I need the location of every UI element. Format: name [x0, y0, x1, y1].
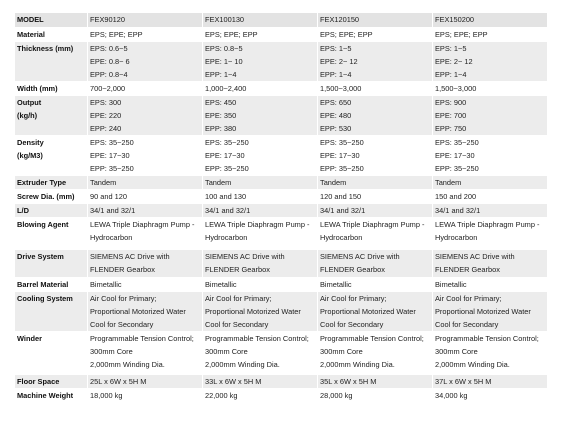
- spec-value-cell: [88, 42, 203, 82]
- spec-value-cell-line: Tandem: [320, 178, 347, 187]
- spec-value-cell: [88, 96, 203, 136]
- spec-value-cell-line: EPP: 380: [205, 124, 237, 133]
- spec-value-cell-line: Cool for Secondary: [320, 320, 384, 329]
- spec-value-cell: [433, 190, 548, 204]
- spec-value-cell: [318, 42, 433, 82]
- model-header-cell: FEX150200: [433, 13, 548, 28]
- spec-value-cell-line: Hydrocarbon: [320, 233, 363, 242]
- table-row: [15, 136, 548, 176]
- spec-value-cell: [318, 389, 433, 403]
- table-row: [15, 204, 548, 218]
- row-label-cell-line: Floor Space: [17, 377, 60, 386]
- spec-value-cell-line: EPE: 480: [320, 111, 352, 120]
- spec-value-cell: [88, 82, 203, 96]
- specification-table: [14, 12, 548, 403]
- spec-value-cell: [88, 278, 203, 292]
- spec-value-cell: [88, 332, 203, 375]
- spec-value-cell-line: Proportional Motorized Water: [435, 307, 531, 316]
- spec-value-cell-line: 1,500~3,000: [435, 84, 477, 93]
- spec-value-cell: [318, 204, 433, 218]
- spec-value-cell: [203, 332, 318, 375]
- spec-value-cell-line: EPP: 1~4: [320, 70, 352, 79]
- spec-value-cell-line: EPP: 0.8~4: [90, 70, 128, 79]
- spec-value-cell: [433, 389, 548, 403]
- spec-value-cell-line: 25L x 6W x 5H M: [90, 377, 147, 386]
- spec-value-cell: [203, 218, 318, 250]
- spec-value-cell-line: 1,000~2,400: [205, 84, 247, 93]
- spec-value-cell-line: EPP: 35~250: [205, 164, 249, 173]
- spec-value-cell-line: 34/1 and 32/1: [90, 206, 136, 215]
- model-header-cell: FEX100130: [203, 13, 318, 28]
- spec-value-cell-line: Air Cool for Primary;: [90, 294, 157, 303]
- spec-value-cell-line: 34,000 kg: [435, 391, 468, 400]
- table-row: [15, 389, 548, 403]
- spec-value-cell: [203, 42, 318, 82]
- row-label-cell: [15, 204, 88, 218]
- spec-value-cell: [203, 190, 318, 204]
- row-label-cell: [15, 82, 88, 96]
- spec-value-cell: [203, 28, 318, 42]
- spec-value-cell-line: Tandem: [90, 178, 117, 187]
- spec-value-cell-line: EPE: 350: [205, 111, 237, 120]
- spec-value-cell-line: 35L x 6W x 5H M: [320, 377, 377, 386]
- spec-value-cell-line: 2,000mm Winding Dia.: [90, 360, 165, 369]
- row-label-cell-line: Extruder Type: [17, 178, 67, 187]
- spec-value-cell: [88, 136, 203, 176]
- row-label-cell: [15, 42, 88, 82]
- spec-value-cell-line: SIEMENS AC Drive with: [90, 252, 170, 261]
- row-label-cell-line: Density: [17, 138, 44, 147]
- row-label-cell: [15, 176, 88, 190]
- row-label-cell-line: Winder: [17, 334, 42, 343]
- row-label-cell: [15, 190, 88, 204]
- spec-value-cell: [318, 250, 433, 278]
- spec-value-cell-line: 18,000 kg: [90, 391, 123, 400]
- spec-value-cell-line: 2,000mm Winding Dia.: [205, 360, 280, 369]
- spec-value-cell-line: Air Cool for Primary;: [320, 294, 387, 303]
- spec-value-cell: [88, 292, 203, 332]
- spec-value-cell-line: FLENDER Gearbox: [320, 265, 385, 274]
- spec-value-cell: [88, 218, 203, 250]
- spec-value-cell: [318, 292, 433, 332]
- row-label-cell: [15, 250, 88, 278]
- spec-value-cell: [318, 375, 433, 389]
- spec-value-cell-line: Hydrocarbon: [435, 233, 478, 242]
- spec-value-cell: [433, 278, 548, 292]
- spec-value-cell: [203, 204, 318, 218]
- spec-value-cell: [318, 82, 433, 96]
- spec-value-cell-line: 33L x 6W x 5H M: [205, 377, 262, 386]
- spec-value-cell-line: EPS: 35~250: [320, 138, 364, 147]
- table-row: [15, 218, 548, 250]
- spec-value-cell-line: EPS: 450: [205, 98, 237, 107]
- row-label-cell: [15, 136, 88, 176]
- spec-value-cell-line: 300mm Core: [90, 347, 133, 356]
- spec-value-cell: [318, 176, 433, 190]
- table-row: [15, 190, 548, 204]
- spec-value-cell-line: Bimetallic: [90, 280, 122, 289]
- spec-value-cell-line: EPP: 35~250: [320, 164, 364, 173]
- spec-value-cell-line: FLENDER Gearbox: [90, 265, 155, 274]
- spec-value-cell-line: Proportional Motorized Water: [205, 307, 301, 316]
- spec-value-cell: [88, 389, 203, 403]
- spec-value-cell-line: 700~2,000: [90, 84, 126, 93]
- spec-value-cell-line: EPS: 650: [320, 98, 352, 107]
- row-label-cell: [15, 292, 88, 332]
- table-row: [15, 278, 548, 292]
- spec-value-cell-line: 300mm Core: [205, 347, 248, 356]
- spec-value-cell-line: 120 and 150: [320, 192, 362, 201]
- row-label-cell: [15, 218, 88, 250]
- spec-value-cell-line: 28,000 kg: [320, 391, 353, 400]
- spec-value-cell: [433, 176, 548, 190]
- row-label-cell-line: Material: [17, 30, 45, 39]
- spec-value-cell: [88, 204, 203, 218]
- spec-value-cell: [203, 278, 318, 292]
- spec-value-cell: [88, 375, 203, 389]
- spec-value-cell-line: EPS: 1~5: [435, 44, 467, 53]
- spec-value-cell-line: 34/1 and 32/1: [205, 206, 251, 215]
- spec-value-cell-line: 2,000mm Winding Dia.: [435, 360, 510, 369]
- spec-value-cell-line: EPE: 17~30: [90, 151, 130, 160]
- spec-value-cell-line: EPS: 35~250: [435, 138, 479, 147]
- spec-value-cell: [203, 136, 318, 176]
- spec-value-cell-line: FLENDER Gearbox: [435, 265, 500, 274]
- row-label-cell-line: Cooling System: [17, 294, 73, 303]
- spec-value-cell: [203, 389, 318, 403]
- spec-value-cell-line: 300mm Core: [320, 347, 363, 356]
- table-row: [15, 28, 548, 42]
- spec-value-cell: [433, 82, 548, 96]
- spec-value-cell-line: SIEMENS AC Drive with: [205, 252, 285, 261]
- row-label-cell-line: Screw Dia. (mm): [17, 192, 75, 201]
- spec-value-cell-line: 90 and 120: [90, 192, 127, 201]
- spec-value-cell-line: LEWA Triple Diaphragm Pump -: [90, 220, 195, 229]
- spec-value-cell: [203, 82, 318, 96]
- row-label-cell: [15, 375, 88, 389]
- spec-value-cell-line: 1,500~3,000: [320, 84, 362, 93]
- spec-value-cell-line: EPE: 17~30: [205, 151, 245, 160]
- spec-value-cell-line: EPE: 220: [90, 111, 122, 120]
- spec-value-cell-line: EPP: 750: [435, 124, 467, 133]
- row-label-cell: [15, 28, 88, 42]
- spec-value-cell-line: Proportional Motorized Water: [320, 307, 416, 316]
- spec-value-cell: [318, 218, 433, 250]
- spec-value-cell: [433, 250, 548, 278]
- row-label-cell-line: Machine Weight: [17, 391, 74, 400]
- spec-value-cell-line: Bimetallic: [320, 280, 352, 289]
- spec-value-cell-line: 300mm Core: [435, 347, 478, 356]
- spec-value-cell: [318, 332, 433, 375]
- table-row: [15, 332, 548, 375]
- row-label-cell-line: Blowing Agent: [17, 220, 69, 229]
- spec-value-cell-line: EPS: 0.8~5: [205, 44, 243, 53]
- spec-value-cell: [318, 278, 433, 292]
- spec-value-cell-line: EPE: 700: [435, 111, 467, 120]
- table-row: [15, 292, 548, 332]
- spec-value-cell: [433, 375, 548, 389]
- spec-value-cell-line: EPE: 17~30: [320, 151, 360, 160]
- spec-value-cell-line: EPS: 35~250: [205, 138, 249, 147]
- spec-value-cell-line: EPP: 1~4: [435, 70, 467, 79]
- spec-value-cell-line: EPE: 0.8~ 6: [90, 57, 130, 66]
- spec-value-cell-line: 2,000mm Winding Dia.: [320, 360, 395, 369]
- spec-value-cell: [433, 42, 548, 82]
- spec-value-cell-line: EPP: 35~250: [435, 164, 479, 173]
- spec-value-cell-line: EPS: 900: [435, 98, 467, 107]
- spec-value-cell: [433, 96, 548, 136]
- spec-value-cell-line: 100 and 130: [205, 192, 247, 201]
- table-row: [15, 250, 548, 278]
- spec-value-cell-line: EPE: 17~30: [435, 151, 475, 160]
- spec-value-cell-line: EPP: 240: [90, 124, 122, 133]
- model-header-cell: FEX120150: [318, 13, 433, 28]
- spec-value-cell-line: Tandem: [205, 178, 232, 187]
- spec-value-cell-line: LEWA Triple Diaphragm Pump -: [205, 220, 310, 229]
- row-label-cell-line: Width (mm): [17, 84, 58, 93]
- spec-value-cell-line: EPE: 1~ 10: [205, 57, 243, 66]
- spec-value-cell-line: Proportional Motorized Water: [90, 307, 186, 316]
- spec-value-cell-line: Air Cool for Primary;: [435, 294, 502, 303]
- spec-value-cell: [433, 332, 548, 375]
- table-row: [15, 96, 548, 136]
- spec-value-cell-line: Hydrocarbon: [90, 233, 133, 242]
- spec-value-cell-line: Tandem: [435, 178, 462, 187]
- spec-value-cell-line: 150 and 200: [435, 192, 477, 201]
- spec-value-cell-line: 22,000 kg: [205, 391, 238, 400]
- header-label-cell: MODEL: [15, 13, 88, 28]
- spec-value-cell-line: EPE: 2~ 12: [435, 57, 473, 66]
- row-label-cell: [15, 332, 88, 375]
- spec-value-cell: [88, 28, 203, 42]
- spec-value-cell: [433, 136, 548, 176]
- table-row: [15, 82, 548, 96]
- spec-value-cell-line: Cool for Secondary: [435, 320, 499, 329]
- spec-value-cell-line: Air Cool for Primary;: [205, 294, 272, 303]
- spec-value-cell-line: Hydrocarbon: [205, 233, 248, 242]
- spec-value-cell-line: Cool for Secondary: [90, 320, 154, 329]
- spec-value-cell-line: EPE: 2~ 12: [320, 57, 358, 66]
- row-label-cell-line: Drive System: [17, 252, 64, 261]
- spec-value-cell-line: EPS; EPE; EPP: [435, 30, 488, 39]
- spec-value-cell: [203, 375, 318, 389]
- table-row: [15, 375, 548, 389]
- spec-value-cell-line: FLENDER Gearbox: [205, 265, 270, 274]
- spec-value-cell-line: EPS; EPE; EPP: [320, 30, 373, 39]
- spec-value-cell-line: 34/1 and 32/1: [435, 206, 481, 215]
- row-label-cell-line: Barrel Material: [17, 280, 69, 289]
- row-label-cell: [15, 96, 88, 136]
- spec-value-cell: [433, 28, 548, 42]
- model-header-cell: FEX90120: [88, 13, 203, 28]
- row-label-cell: [15, 278, 88, 292]
- spec-value-cell-line: EPP: 530: [320, 124, 352, 133]
- spec-value-cell: [433, 292, 548, 332]
- spec-value-cell-line: Cool for Secondary: [205, 320, 269, 329]
- spec-value-cell-line: LEWA Triple Diaphragm Pump -: [320, 220, 425, 229]
- spec-value-cell-line: Programmable Tension Control;: [90, 334, 194, 343]
- spec-value-cell-line: EPP: 1~4: [205, 70, 237, 79]
- spec-value-cell: [203, 96, 318, 136]
- row-label-cell-line: Output: [17, 98, 42, 107]
- spec-value-cell: [318, 28, 433, 42]
- spec-value-cell-line: Bimetallic: [435, 280, 467, 289]
- spec-value-cell-line: EPS; EPE; EPP: [205, 30, 258, 39]
- spec-value-cell-line: EPS: 35~250: [90, 138, 134, 147]
- spec-value-cell: [433, 204, 548, 218]
- table-row: [15, 42, 548, 82]
- spec-value-cell-line: Programmable Tension Control;: [435, 334, 539, 343]
- spec-value-cell: [88, 190, 203, 204]
- spec-value-cell: [88, 250, 203, 278]
- spec-value-cell-line: LEWA Triple Diaphragm Pump -: [435, 220, 540, 229]
- spec-value-cell-line: Bimetallic: [205, 280, 237, 289]
- spec-value-cell-line: Programmable Tension Control;: [320, 334, 424, 343]
- spec-value-cell-line: SIEMENS AC Drive with: [435, 252, 515, 261]
- spec-value-cell-line: EPP: 35~250: [90, 164, 134, 173]
- spec-value-cell: [203, 292, 318, 332]
- spec-value-cell-line: EPS: 1~5: [320, 44, 352, 53]
- row-label-cell-line: (kg/h): [17, 111, 38, 120]
- spec-value-cell-line: EPS: 300: [90, 98, 122, 107]
- spec-value-cell-line: EPS: 0.6~5: [90, 44, 128, 53]
- spec-value-cell: [203, 250, 318, 278]
- spec-value-cell-line: 34/1 and 32/1: [320, 206, 366, 215]
- row-label-cell: [15, 389, 88, 403]
- spec-value-cell-line: EPS; EPE; EPP: [90, 30, 143, 39]
- spec-value-cell-line: Programmable Tension Control;: [205, 334, 309, 343]
- row-label-cell-line: (kg/M3): [17, 151, 43, 160]
- spec-value-cell: [318, 190, 433, 204]
- spec-value-cell: [318, 136, 433, 176]
- spec-value-cell-line: 37L x 6W x 5H M: [435, 377, 492, 386]
- row-label-cell-line: L/D: [17, 206, 29, 215]
- row-label-cell-line: Thickness (mm): [17, 44, 74, 53]
- spec-value-cell: [318, 96, 433, 136]
- spec-value-cell: [203, 176, 318, 190]
- spec-value-cell: [88, 176, 203, 190]
- table-header-row: [15, 13, 548, 28]
- spec-value-cell: [433, 218, 548, 250]
- table-row: [15, 176, 548, 190]
- spec-value-cell-line: SIEMENS AC Drive with: [320, 252, 400, 261]
